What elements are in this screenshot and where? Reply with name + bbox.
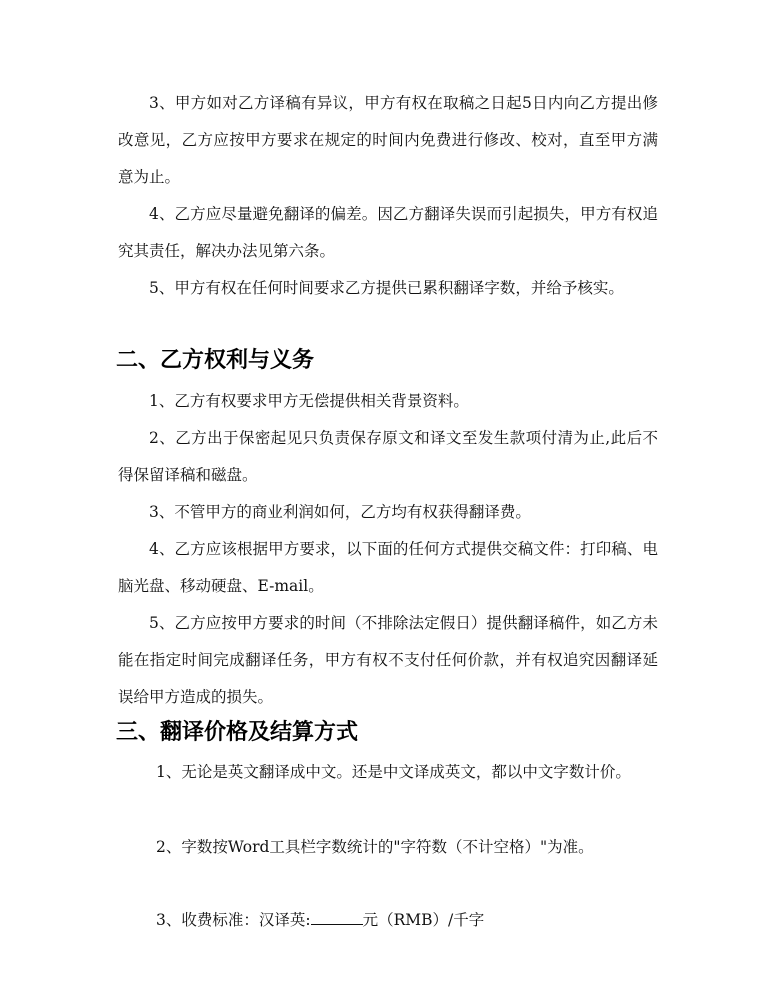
rate-blank (311, 910, 363, 925)
section3-heading: 三、翻译价格及结算方式 (116, 720, 359, 745)
section3-item-3 (118, 902, 658, 939)
section1-item-5: 5、甲方有权在任何时间要求乙方提供已累积翻译字数，并给予核实。 (149, 279, 624, 297)
section3-item-1: 1、无论是英文翻译成中文。还是中文译成英文，都以中文字数计价。 (156, 763, 631, 781)
section2-heading: 二、乙方权利与义务 (116, 348, 315, 373)
rate-unit: 元（RMB）/千字 (362, 911, 485, 929)
section2-item-2: 2、乙方出于保密起见只负责保存原文和译文至发生款项付清为止,此后不得保留译稿和磁盘。 (118, 429, 658, 484)
section2-item-5: 5、乙方应按甲方要求的时间（不排除法定假日）提供翻译稿件，如乙方未能在指定时间完成翻译任务，甲方有权不支付任何价款，并有权追究因翻译延误给甲方造成的损失。 (118, 614, 658, 706)
section2-item-3: 3、不管甲方的商业利润如何，乙方均有权获得翻译费。 (149, 503, 531, 521)
section3-item-2: 2、字数按Word工具栏字数统计的"字符数（不计空格）"为准。 (156, 838, 594, 856)
section1-item-3: 3、甲方如对乙方译稿有异议，甲方有权在取稿之日起5日内向乙方提出修改意见，乙方应按甲方要求在规定的时间内免费进行修改、校对，直至甲方满意为止。 (118, 94, 658, 186)
section2-item-4: 4、乙方应该根据甲方要求，以下面的任何方式提供交稿文件：打印稿、电脑光盘、移动硬盘、E-mail。 (118, 540, 658, 595)
section2-item-1: 1、乙方有权要求甲方无偿提供相关背景资料。 (149, 392, 469, 410)
section1-item-4: 4、乙方应尽量避免翻译的偏差。因乙方翻译失误而引起损失，甲方有权追究其责任，解决办法见第六条。 (118, 205, 658, 260)
rate-label: 3、收费标准：汉译英: (156, 911, 311, 929)
